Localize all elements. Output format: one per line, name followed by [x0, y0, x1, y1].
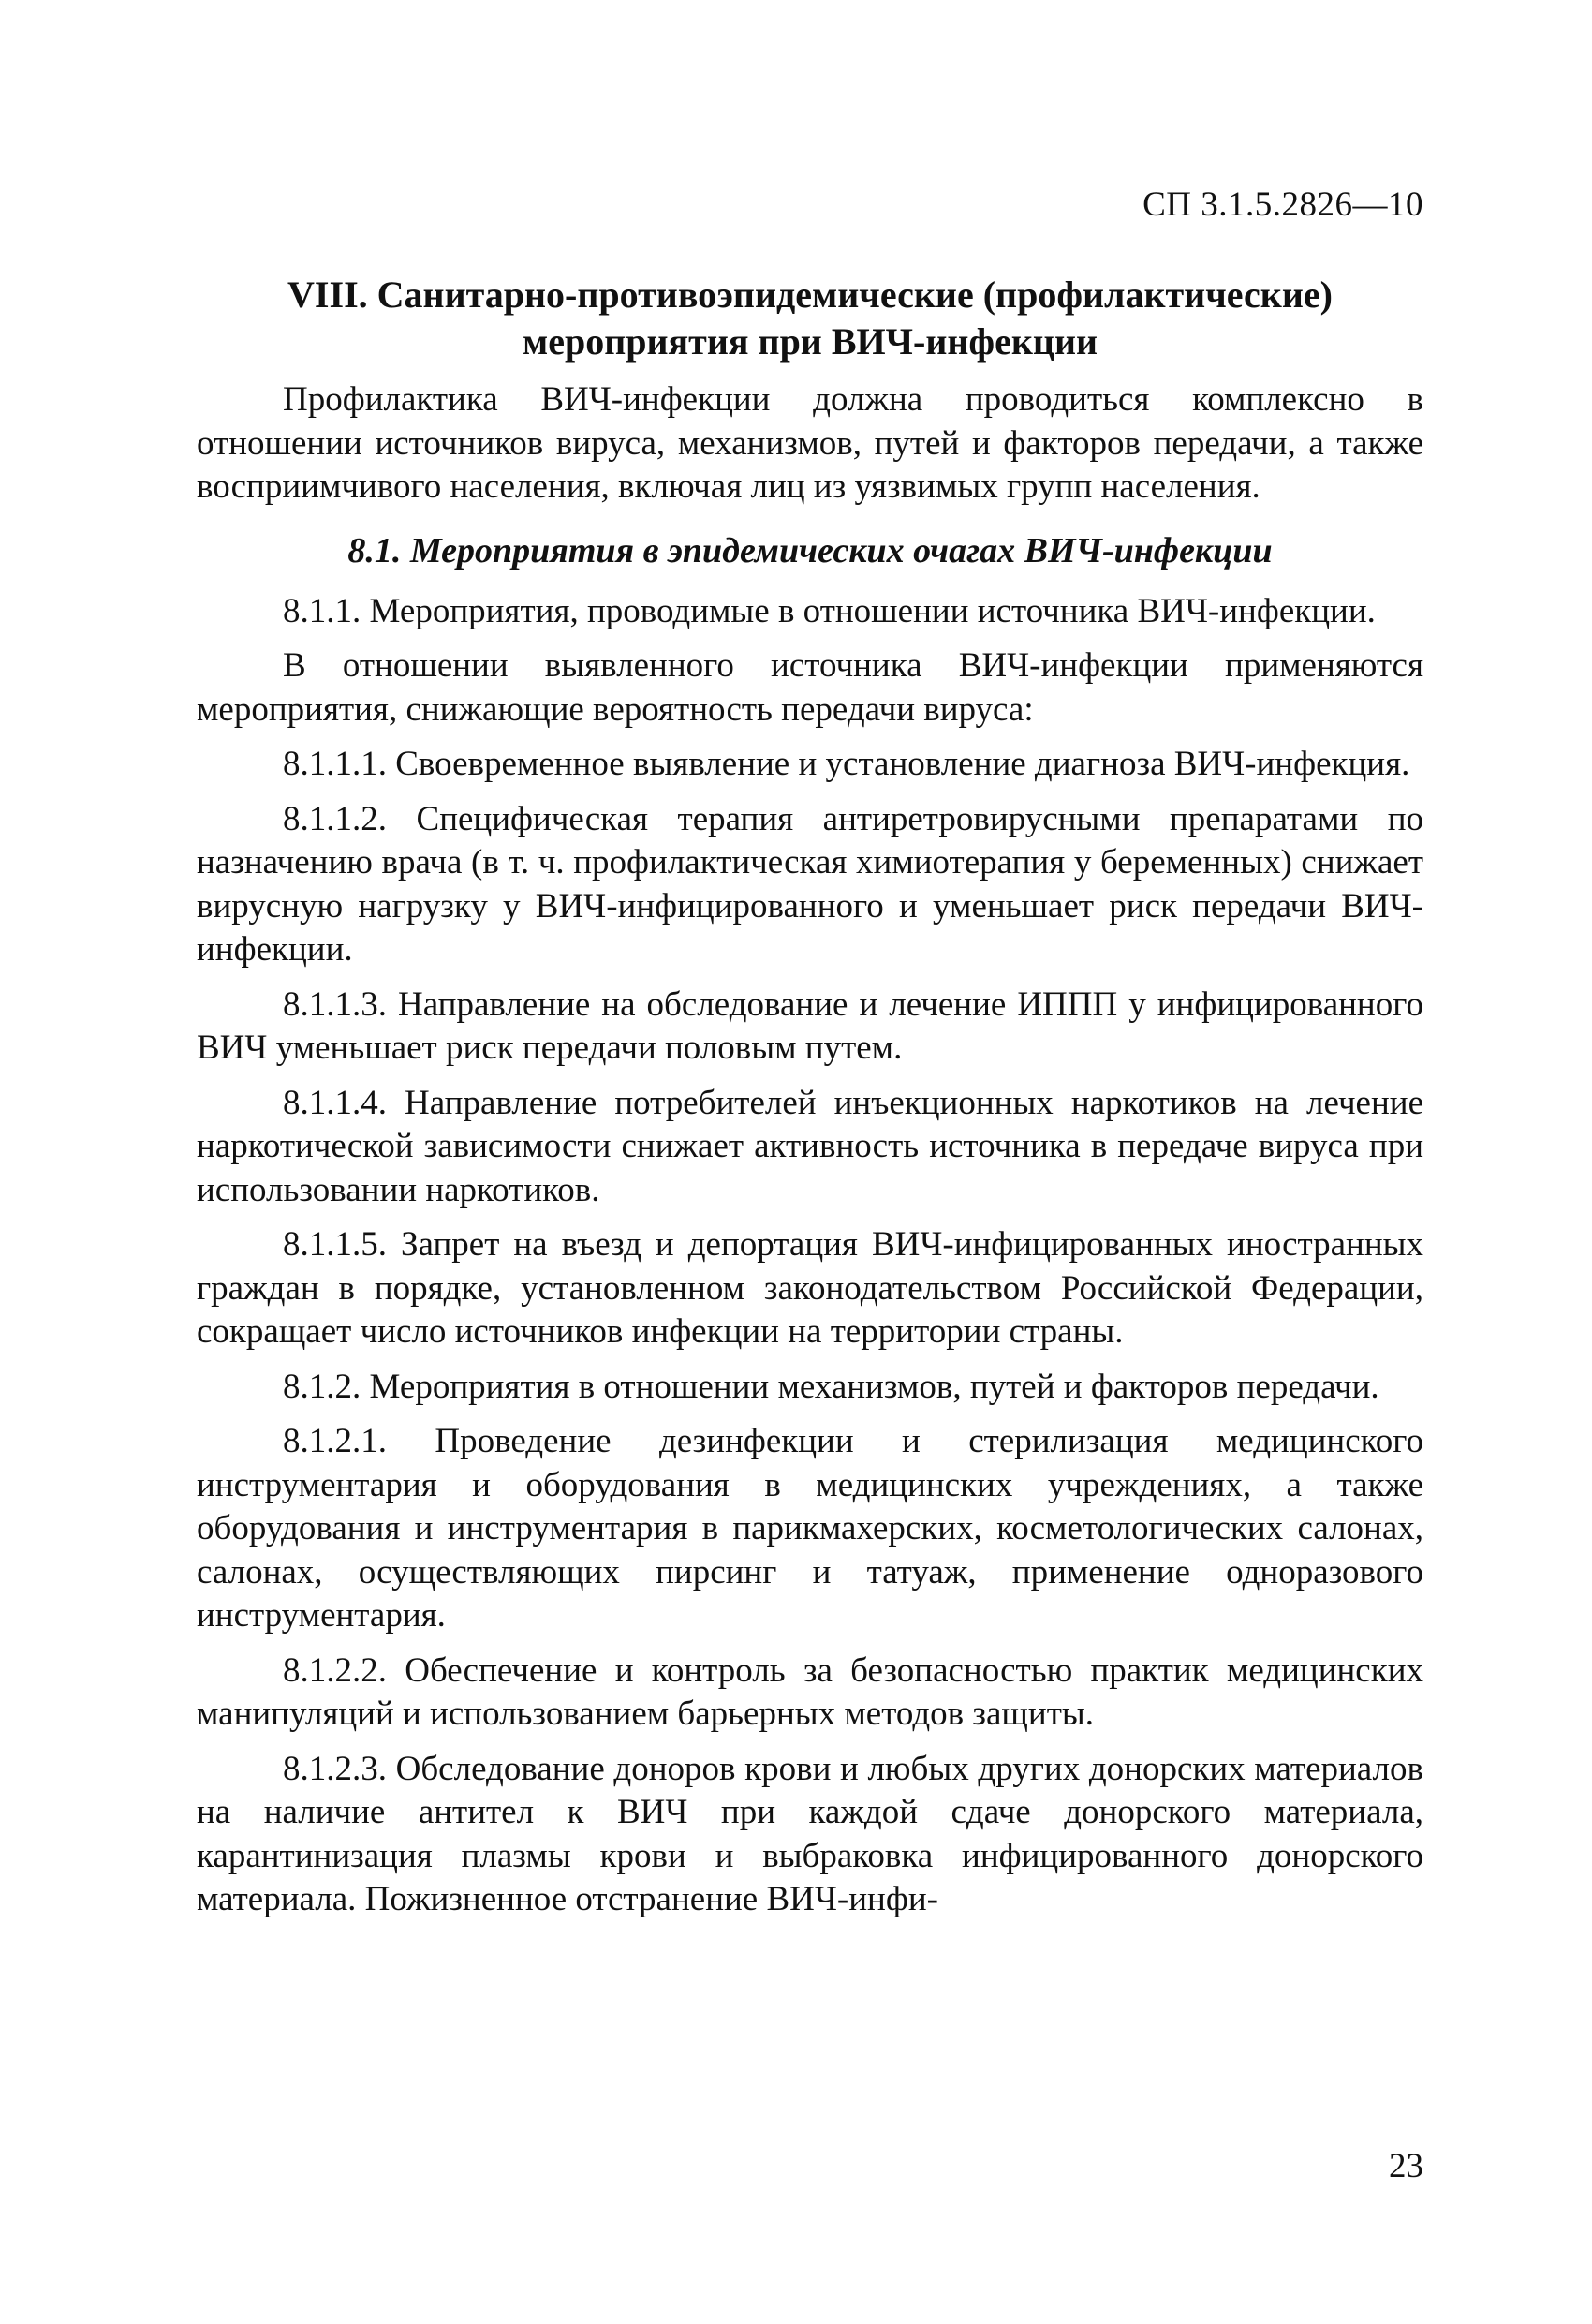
paragraph-8-1-2: 8.1.2. Мероприятия в отношении механизмов, путей и факторов передачи. [283, 1367, 1379, 1406]
paragraph-8-1-2-2: 8.1.2.2. Обеспечение и контроль за безопасностью практик медицинских манипуляций и использованием барьерных методов защиты. [197, 1650, 1423, 1733]
paragraph-8-1-1-5: 8.1.1.5. Запрет на въезд и депортация ВИЧ-инфицированных иностранных граждан в порядке, установленном законодательством Российской Федерации, сокращает число источников инфекции на территории страны. [197, 1225, 1423, 1351]
paragraph-8-1-2-1: 8.1.2.1. Проведение дезинфекции и стерилизация медицинского инструментария и оборудования в медицинских учреждениях, а также оборудования и инструментария в парикмахерских, косметологических салонах, салонах, осуществляющих пирсинг и татуаж, применение одноразового инструментария. [197, 1422, 1423, 1635]
paragraph-8-1-1-2: 8.1.1.2. Специфическая терапия антиретровирусными препаратами по назначению врача (в т. ч. профилактическая химиотерапия у беременных) снижает вирусную нагрузку у ВИЧ-инфицированного и уменьшает риск передачи ВИЧ-инфекции. [197, 799, 1423, 969]
paragraph-8-1-1-1: 8.1.1.1. Своевременное выявление и установление диагноза ВИЧ-инфекция. [283, 745, 1410, 783]
subsection-title: 8.1. Мероприятия в эпидемических очагах ВИЧ-инфекции [347, 530, 1273, 570]
paragraph-source-measures: В отношении выявленного источника ВИЧ-инфекции применяются мероприятия, снижающие вероятность передачи вируса: [197, 646, 1423, 729]
section-title: VIII. Санитарно-противоэпидемические (профилактические) мероприятия при ВИЧ-инфекции [287, 274, 1333, 363]
document-body [197, 272, 1423, 1933]
paragraph-8-1-1-4: 8.1.1.4. Направление потребителей инъекционных наркотиков на лечение наркотической зависимости снижает активность источника в передаче вируса при использовании наркотиков. [197, 1083, 1423, 1209]
paragraph-8-1-2-3: 8.1.2.3. Обследование доноров крови и любых других донорских материалов на наличие антител к ВИЧ при каждой сдаче донорского материала, карантинизация плазмы крови и выбраковка инфицированного донорского материала. Пожизненное отстранение ВИЧ-инфи- [197, 1749, 1423, 1918]
page-number: 23 [1389, 2147, 1423, 2185]
paragraph-8-1-1: 8.1.1. Мероприятия, проводимые в отношении источника ВИЧ-инфекции. [283, 591, 1376, 630]
paragraph-8-1-1-3: 8.1.1.3. Направление на обследование и лечение ИППП у инфицированного ВИЧ уменьшает риск передачи половым путем. [197, 984, 1423, 1067]
document-code: СП 3.1.5.2826—10 [1142, 185, 1423, 224]
section-intro-paragraph: Профилактика ВИЧ-инфекции должна проводиться комплексно в отношении источников вируса, механизмов, путей и факторов передачи, а также восприимчивого населения, включая лиц из уязвимых групп населения. [197, 380, 1423, 506]
